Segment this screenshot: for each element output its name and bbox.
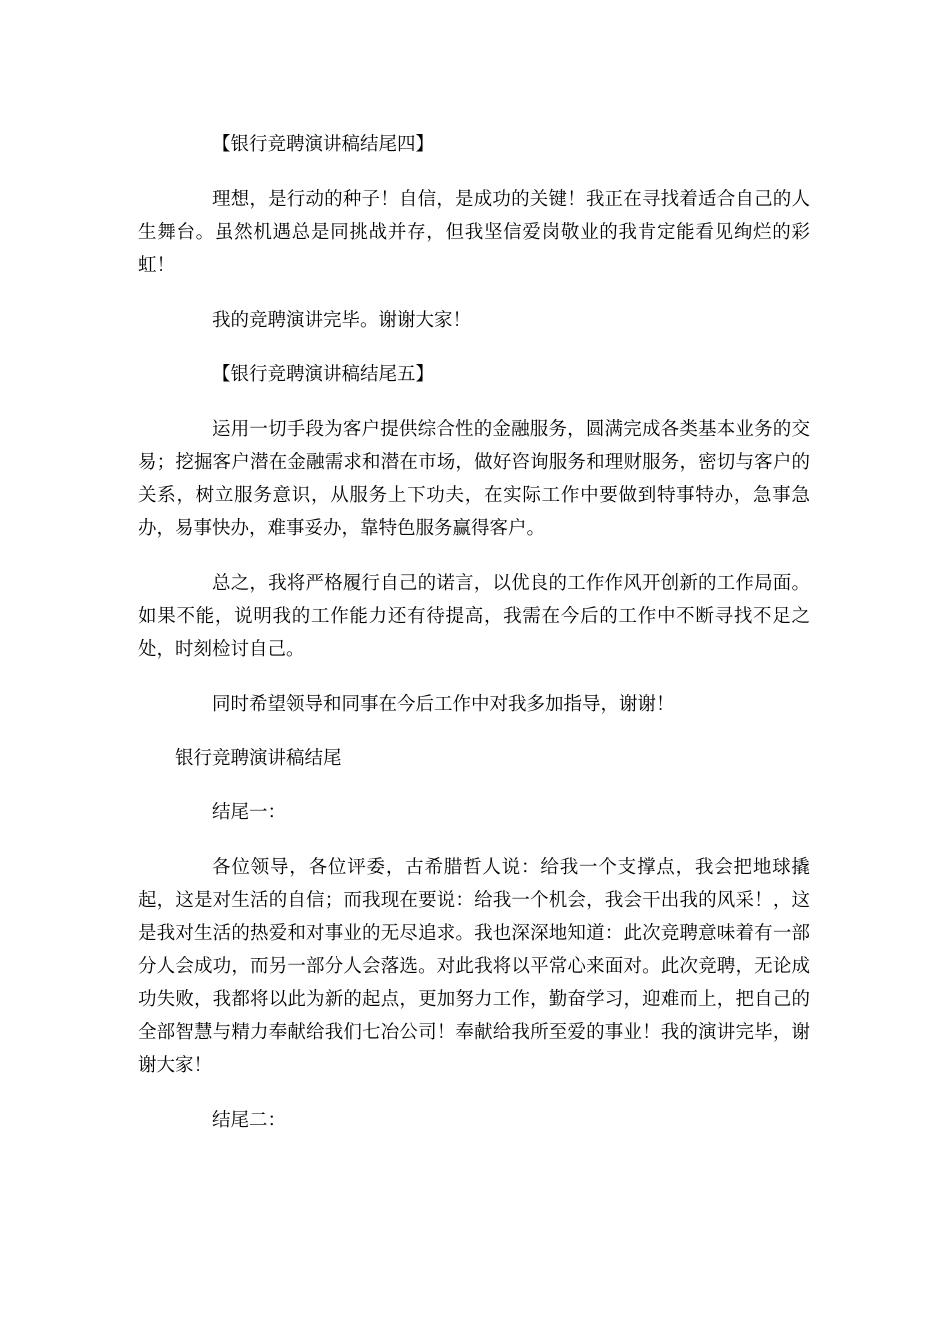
paragraph-services: 运用一切手段为客户提供综合性的金融服务，圆满完成各类基本业务的交易；挖掘客户潜在金融需求和潜在市场，做好咨询服务和理财服务，密切与客户的关系，树立服务意识，从服务上下功夫，在实际工作中要做到特事特办，急事急办，易事快办，难事妥办，靠特色服务赢得客户。 <box>138 419 810 539</box>
paragraph-ideal: 理想，是行动的种子！自信，是成功的关键！我正在寻找着适合自己的人生舞台。虽然机遇总是同挑战并存，但我坚信爱岗敬业的我肯定能看见绚烂的彩虹！ <box>138 189 810 276</box>
section-heading-bank-speech-ending: 银行竞聘演讲稿结尾 <box>175 748 342 769</box>
section-heading-ending-one: 结尾一： <box>212 802 287 823</box>
paragraph-hope: 同时希望领导和同事在今后工作中对我多加指导，谢谢！ <box>212 694 675 715</box>
paragraph-thanks: 我的竞聘演讲完毕。谢谢大家！ <box>212 310 472 331</box>
section-heading-ending-four: 【银行竞聘演讲稿结尾四】 <box>212 134 435 155</box>
section-heading-ending-two: 结尾二： <box>212 1110 287 1131</box>
document-body <box>138 128 810 1137</box>
paragraph-commitment: 总之，我将严格履行自己的诺言，以优良的工作作风开创新的工作局面。如果不能，说明我的工作能力还有待提高，我需在今后的工作中不断寻找不足之处，时刻检讨自己。 <box>138 573 810 660</box>
paragraph-ending-one: 各位领导，各位评委，古希腊哲人说：给我一个支撑点，我会把地球撬起，这是对生活的自信；而我现在要说：给我一个机会，我会干出我的风采！，这是我对生活的热爱和对事业的无尽追求。我也深深地知道：此次竞聘意味着有一部分人会成功，而另一部分人会落选。对此我将以平常心来面对。此次竞聘，无论成功失败，我都将以此为新的起点，更加努力工作，勤奋学习，迎难而上，把自己的全部智慧与精力奉献给我们七冶公司！奉献给我所至爱的事业！我的演讲完毕，谢谢大家！ <box>138 857 810 1076</box>
section-heading-ending-five: 【银行竞聘演讲稿结尾五】 <box>212 364 435 385</box>
